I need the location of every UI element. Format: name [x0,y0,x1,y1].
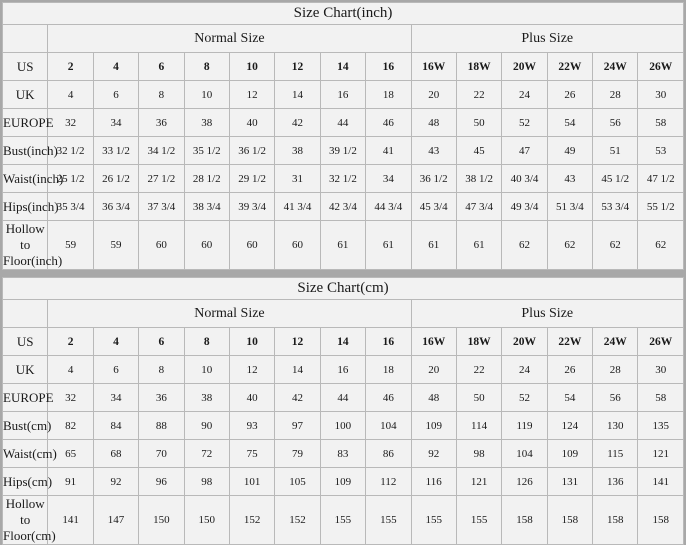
table-cell: 38 3/4 [184,193,229,221]
row-label: EUROPE [3,109,48,137]
table-cell: 88 [139,412,184,440]
table-cell: 41 [366,137,411,165]
table-cell: 39 1/2 [320,137,365,165]
row-label: Waist(cm) [3,440,48,468]
row-label: Hollow to Floor(cm) [3,496,56,543]
table-cell: 155 [366,496,411,545]
size-chart-cm [2,277,684,545]
table-cell: 150 [139,496,184,545]
table-cell: 14 [320,53,365,81]
table-cell: 47 1/2 [638,165,684,193]
table-cell: 59 [48,221,93,270]
table-cell: 141 [638,468,684,496]
table-cell: 24 [502,356,547,384]
table-cell: 53 3/4 [593,193,638,221]
table-cell: 43 [547,165,592,193]
table-cell: 16W [411,53,456,81]
table-cell: 92 [93,468,138,496]
table-cell: 39 3/4 [229,193,274,221]
table-cell: 109 [320,468,365,496]
table-cell: 121 [456,468,501,496]
table-cell: 20 [411,356,456,384]
group-header-row [3,25,684,53]
table-row [3,165,684,193]
table-cell: 12 [229,356,274,384]
table-cell: 82 [48,412,93,440]
table-row [3,193,684,221]
table-cell: 24W [593,328,638,356]
table-cell: 124 [547,412,592,440]
table-cell: 42 [275,384,320,412]
table-row [3,137,684,165]
table-cell: 47 3/4 [456,193,501,221]
table-row [3,81,684,109]
group-header-row [3,300,684,328]
table-cell: 60 [229,221,274,270]
table-cell: 10 [184,81,229,109]
table-cell: 8 [184,328,229,356]
table-title-row [3,3,684,25]
table-cell: 33 1/2 [93,137,138,165]
table-cell: 38 1/2 [456,165,501,193]
table-row [3,53,684,81]
table-cell: 130 [593,412,638,440]
row-label: Bust(inch) [3,137,48,165]
table-cell: 62 [502,221,547,270]
table-cell: 48 [411,109,456,137]
table-cell: 34 1/2 [139,137,184,165]
table-cell: 22 [456,356,501,384]
table-cell: 22W [547,53,592,81]
table-cell: 24W [593,53,638,81]
size-table-inch [2,2,684,270]
table-row [3,328,684,356]
table-cell: 4 [48,356,93,384]
table-cell: 32 [48,384,93,412]
table-cell: 48 [411,384,456,412]
table-cell: 18W [456,328,501,356]
table-cell: 97 [275,412,320,440]
table-cell: 61 [411,221,456,270]
chart-title: Size Chart(cm) [3,278,684,300]
table-cell: 51 [593,137,638,165]
table-cell: 27 1/2 [139,165,184,193]
table-cell: 70 [139,440,184,468]
table-cell: 24 [502,81,547,109]
table-cell: 49 [547,137,592,165]
table-cell: 28 [593,356,638,384]
table-cell: 135 [638,412,684,440]
table-cell: 115 [593,440,638,468]
table-cell: 155 [411,496,456,545]
table-row [3,384,684,412]
table-cell: 46 [366,109,411,137]
table-cell: 58 [638,384,684,412]
table-cell: 98 [456,440,501,468]
table-row [3,440,684,468]
row-label: US [3,328,48,356]
table-cell: 34 [93,384,138,412]
table-cell: 141 [48,496,93,545]
table-cell: 10 [229,328,274,356]
table-cell: 22 [456,81,501,109]
table-cell: 6 [93,81,138,109]
table-cell: 56 [593,109,638,137]
table-cell: 150 [184,496,229,545]
table-cell: 96 [139,468,184,496]
table-cell: 126 [502,468,547,496]
table-cell: 20W [502,328,547,356]
table-cell: 6 [139,53,184,81]
table-cell: 38 [184,384,229,412]
table-cell: 40 [229,384,274,412]
table-cell: 114 [456,412,501,440]
table-cell: 4 [93,328,138,356]
table-cell: 121 [638,440,684,468]
table-cell: 59 [93,221,138,270]
table-cell: 35 3/4 [48,193,93,221]
table-cell: 60 [184,221,229,270]
table-cell: 104 [366,412,411,440]
group-header-normal: Normal Size [48,300,411,328]
table-cell: 62 [593,221,638,270]
table-cell: 6 [93,356,138,384]
table-cell: 152 [275,496,320,545]
table-row [3,412,684,440]
table-cell: 109 [547,440,592,468]
group-header-plus: Plus Size [411,25,683,53]
table-cell: 93 [229,412,274,440]
table-cell: 158 [638,496,684,545]
table-cell: 16 [320,81,365,109]
group-header-corner [3,25,48,53]
table-cell: 104 [502,440,547,468]
table-cell: 28 [593,81,638,109]
table-cell: 92 [411,440,456,468]
table-row [3,109,684,137]
table-cell: 45 3/4 [411,193,456,221]
table-cell: 158 [593,496,638,545]
table-cell: 136 [593,468,638,496]
table-cell: 12 [229,81,274,109]
group-header-corner [3,300,48,328]
table-cell: 30 [638,81,684,109]
table-cell: 109 [411,412,456,440]
table-cell: 2 [48,328,93,356]
table-cell: 26W [638,328,684,356]
table-cell: 86 [366,440,411,468]
table-cell: 42 [275,109,320,137]
table-row [3,496,684,545]
table-cell: 45 [456,137,501,165]
table-cell: 53 [638,137,684,165]
table-cell: 158 [547,496,592,545]
row-label: US [3,53,48,81]
table-cell: 40 [229,109,274,137]
table-cell: 61 [320,221,365,270]
row-label: UK [3,81,48,109]
table-cell: 4 [48,81,93,109]
table-cell: 158 [502,496,547,545]
table-cell: 6 [139,328,184,356]
table-cell: 30 [638,356,684,384]
table-cell: 52 [502,384,547,412]
chart-title: Size Chart(inch) [3,3,684,25]
table-cell: 12 [275,53,320,81]
table-cell: 60 [275,221,320,270]
table-cell: 20W [502,53,547,81]
table-cell: 26 [547,356,592,384]
table-cell: 8 [139,81,184,109]
table-cell: 35 1/2 [184,137,229,165]
table-cell: 18 [366,356,411,384]
table-cell: 14 [320,328,365,356]
table-cell: 155 [456,496,501,545]
table-cell: 32 1/2 [320,165,365,193]
table-cell: 34 [93,109,138,137]
table-cell: 16 [366,53,411,81]
table-cell: 44 [320,109,365,137]
table-cell: 41 3/4 [275,193,320,221]
table-cell: 36 1/2 [229,137,274,165]
table-cell: 10 [229,53,274,81]
row-label: Hollow to Floor(inch) [3,221,63,268]
table-cell: 22W [547,328,592,356]
group-header-normal: Normal Size [48,25,411,53]
table-cell: 36 [139,384,184,412]
table-cell: 42 3/4 [320,193,365,221]
table-cell: 58 [638,109,684,137]
row-label: Waist(inch) [3,165,48,193]
table-cell: 16 [366,328,411,356]
table-cell: 14 [275,81,320,109]
table-cell: 65 [48,440,93,468]
table-cell: 44 3/4 [366,193,411,221]
table-cell: 28 1/2 [184,165,229,193]
table-cell: 38 [275,137,320,165]
table-cell: 100 [320,412,365,440]
table-cell: 83 [320,440,365,468]
table-cell: 90 [184,412,229,440]
table-cell: 37 3/4 [139,193,184,221]
table-cell: 51 3/4 [547,193,592,221]
table-cell: 54 [547,384,592,412]
table-cell: 52 [502,109,547,137]
row-label: Hips(inch) [3,193,48,221]
table-cell: 40 3/4 [502,165,547,193]
table-cell: 14 [275,356,320,384]
table-cell: 26W [638,53,684,81]
table-row [3,356,684,384]
size-chart-page [0,2,686,545]
table-cell: 8 [139,356,184,384]
table-cell: 31 [275,165,320,193]
group-header-plus: Plus Size [411,300,683,328]
table-cell: 62 [547,221,592,270]
table-cell: 32 [48,109,93,137]
table-cell: 50 [456,109,501,137]
table-cell: 84 [93,412,138,440]
table-cell: 45 1/2 [593,165,638,193]
row-label: Bust(cm) [3,412,48,440]
table-cell: 68 [93,440,138,468]
table-cell: 119 [502,412,547,440]
table-cell: 79 [275,440,320,468]
table-cell: 25 1/2 [48,165,93,193]
row-label: Hips(cm) [3,468,48,496]
table-cell: 56 [593,384,638,412]
table-cell: 12 [275,328,320,356]
table-cell: 34 [366,165,411,193]
table-cell: 36 [139,109,184,137]
table-cell: 116 [411,468,456,496]
table-cell: 131 [547,468,592,496]
table-cell: 32 1/2 [48,137,93,165]
chart-spacer [0,270,686,277]
table-cell: 62 [638,221,684,270]
table-cell: 38 [184,109,229,137]
table-cell: 75 [229,440,274,468]
table-cell: 8 [184,53,229,81]
table-cell: 54 [547,109,592,137]
table-cell: 91 [48,468,93,496]
table-cell: 46 [366,384,411,412]
table-cell: 20 [411,81,456,109]
table-cell: 72 [184,440,229,468]
size-table-cm [2,277,684,545]
table-cell: 43 [411,137,456,165]
table-cell: 55 1/2 [638,193,684,221]
table-cell: 60 [139,221,184,270]
table-cell: 147 [93,496,138,545]
table-cell: 36 3/4 [93,193,138,221]
table-cell: 16W [411,328,456,356]
table-cell: 44 [320,384,365,412]
table-cell: 18W [456,53,501,81]
table-cell: 18 [366,81,411,109]
table-cell: 49 3/4 [502,193,547,221]
table-cell: 105 [275,468,320,496]
row-label: UK [3,356,48,384]
table-cell: 98 [184,468,229,496]
table-cell: 4 [93,53,138,81]
table-cell: 101 [229,468,274,496]
table-cell: 16 [320,356,365,384]
size-chart-inch [2,2,684,270]
table-cell: 26 1/2 [93,165,138,193]
table-cell: 47 [502,137,547,165]
table-cell: 10 [184,356,229,384]
table-row [3,221,684,270]
table-cell: 112 [366,468,411,496]
table-title-row [3,278,684,300]
table-cell: 61 [366,221,411,270]
table-cell: 152 [229,496,274,545]
table-cell: 29 1/2 [229,165,274,193]
table-cell: 155 [320,496,365,545]
row-label: EUROPE [3,384,48,412]
table-cell: 61 [456,221,501,270]
table-cell: 50 [456,384,501,412]
table-cell: 2 [48,53,93,81]
table-cell: 36 1/2 [411,165,456,193]
table-cell: 26 [547,81,592,109]
table-row [3,468,684,496]
